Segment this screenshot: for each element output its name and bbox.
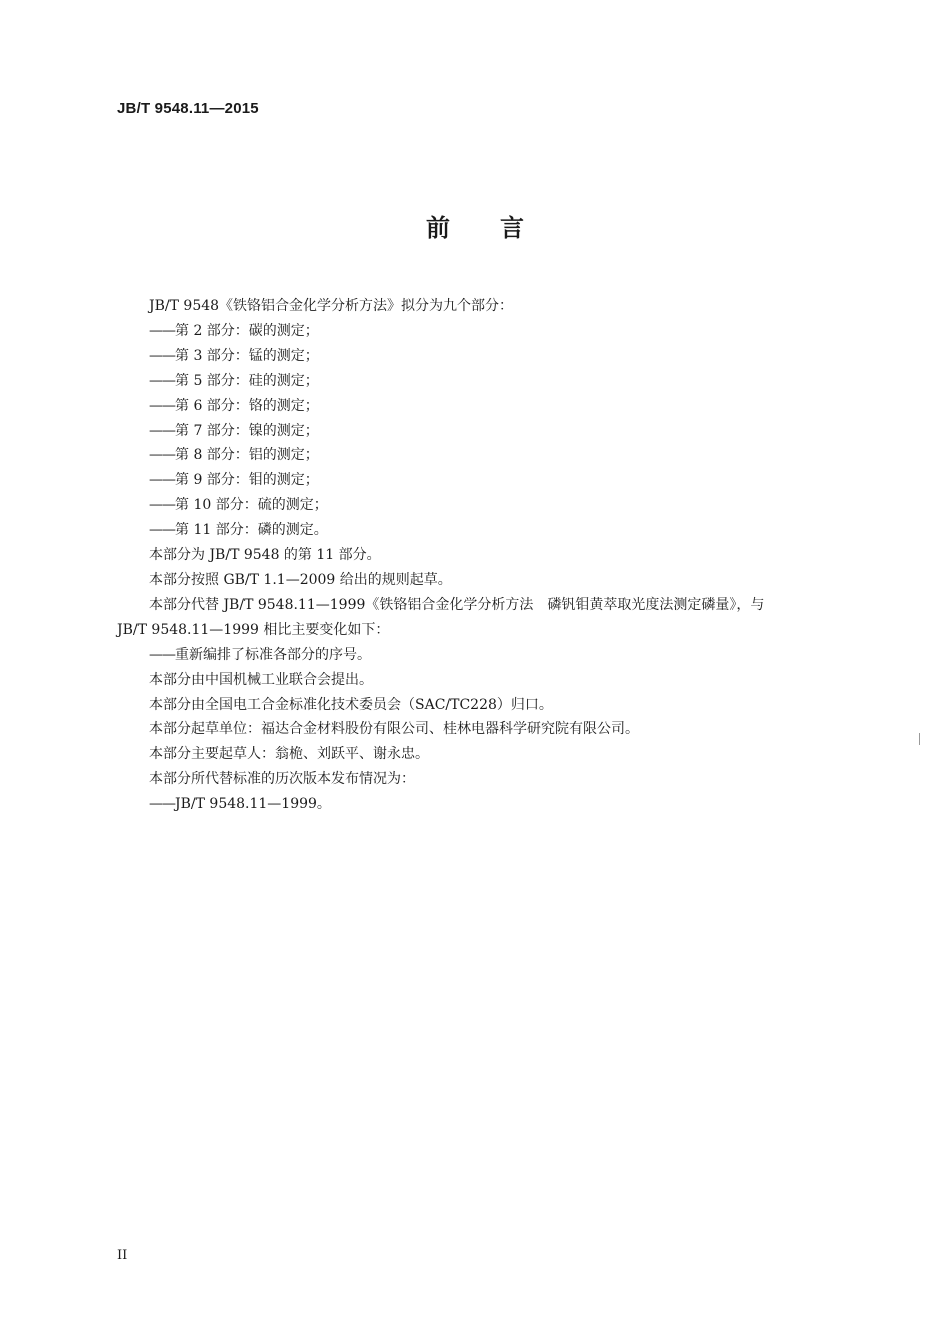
part-label: 第 10 部分：硫的测定； (175, 497, 328, 514)
history-label: JB/T 9548.11—1999。 (175, 796, 331, 813)
replaces-paragraph-line-1: 本部分代替 JB/T 9548.11—1999《铁铬铝合金化学分析方法 磷钒钼黄萃取光度法测定磷量》，与 (149, 596, 765, 613)
part-label: 第 6 部分：铬的测定； (175, 397, 319, 414)
title-char-2: 言 (500, 214, 524, 242)
list-item: ——第 6 部分：铬的测定； (149, 397, 319, 414)
list-item: ——第 9 部分：钼的测定； (149, 472, 319, 489)
proposed-by-paragraph: 本部分由中国机械工业联合会提出。 (149, 671, 373, 688)
title-char-1: 前 (426, 214, 450, 242)
drafting-units-paragraph: 本部分起草单位：福达合金材料股份有限公司、桂林电器科学研究院有限公司。 (149, 721, 639, 738)
managed-by-paragraph: 本部分由全国电工合金标准化技术委员会（SAC/TC228）归口。 (149, 696, 553, 713)
part-label: 第 8 部分：铝的测定； (175, 447, 319, 464)
drafting-rules-paragraph: 本部分按照 GB/T 1.1—2009 给出的规则起草。 (149, 571, 452, 588)
list-item: ——第 2 部分：碳的测定； (149, 322, 319, 339)
change-label: 重新编排了标准各部分的序号。 (175, 646, 371, 663)
list-item: ——第 10 部分：硫的测定； (149, 497, 328, 514)
change-item: ——重新编排了标准各部分的序号。 (149, 646, 371, 663)
document-code: JB/T 9548.11—2015 (117, 100, 259, 117)
history-intro-paragraph: 本部分所代替标准的历次版本发布情况为： (149, 771, 415, 788)
scan-artifact (919, 733, 920, 745)
page-number: II (117, 1248, 128, 1263)
list-item: ——第 8 部分：铝的测定； (149, 447, 319, 464)
foreword-body (117, 294, 867, 817)
list-item: ——第 11 部分：磷的测定。 (149, 522, 328, 539)
part-label: 第 9 部分：钼的测定； (175, 472, 319, 489)
part-label: 第 7 部分：镍的测定； (175, 422, 319, 439)
foreword-title (0, 208, 950, 243)
part-label: 第 11 部分：磷的测定。 (175, 522, 328, 539)
this-part-paragraph: 本部分为 JB/T 9548 的第 11 部分。 (149, 547, 381, 564)
history-item: ——JB/T 9548.11—1999。 (149, 796, 331, 813)
intro-paragraph: JB/T 9548《铁铬铝合金化学分析方法》拟分为九个部分： (149, 298, 514, 314)
list-item: ——第 7 部分：镍的测定； (149, 422, 319, 439)
list-item: ——第 3 部分：锰的测定； (149, 347, 319, 364)
part-label: 第 3 部分：锰的测定； (175, 347, 319, 364)
list-item: ——第 5 部分：硅的测定； (149, 372, 319, 389)
drafters-paragraph: 本部分主要起草人：翁桅、刘跃平、谢永忠。 (149, 746, 429, 763)
part-label: 第 5 部分：硅的测定； (175, 372, 319, 389)
part-label: 第 2 部分：碳的测定； (175, 322, 319, 339)
replaces-paragraph-line-2: JB/T 9548.11—1999 相比主要变化如下： (117, 621, 390, 638)
